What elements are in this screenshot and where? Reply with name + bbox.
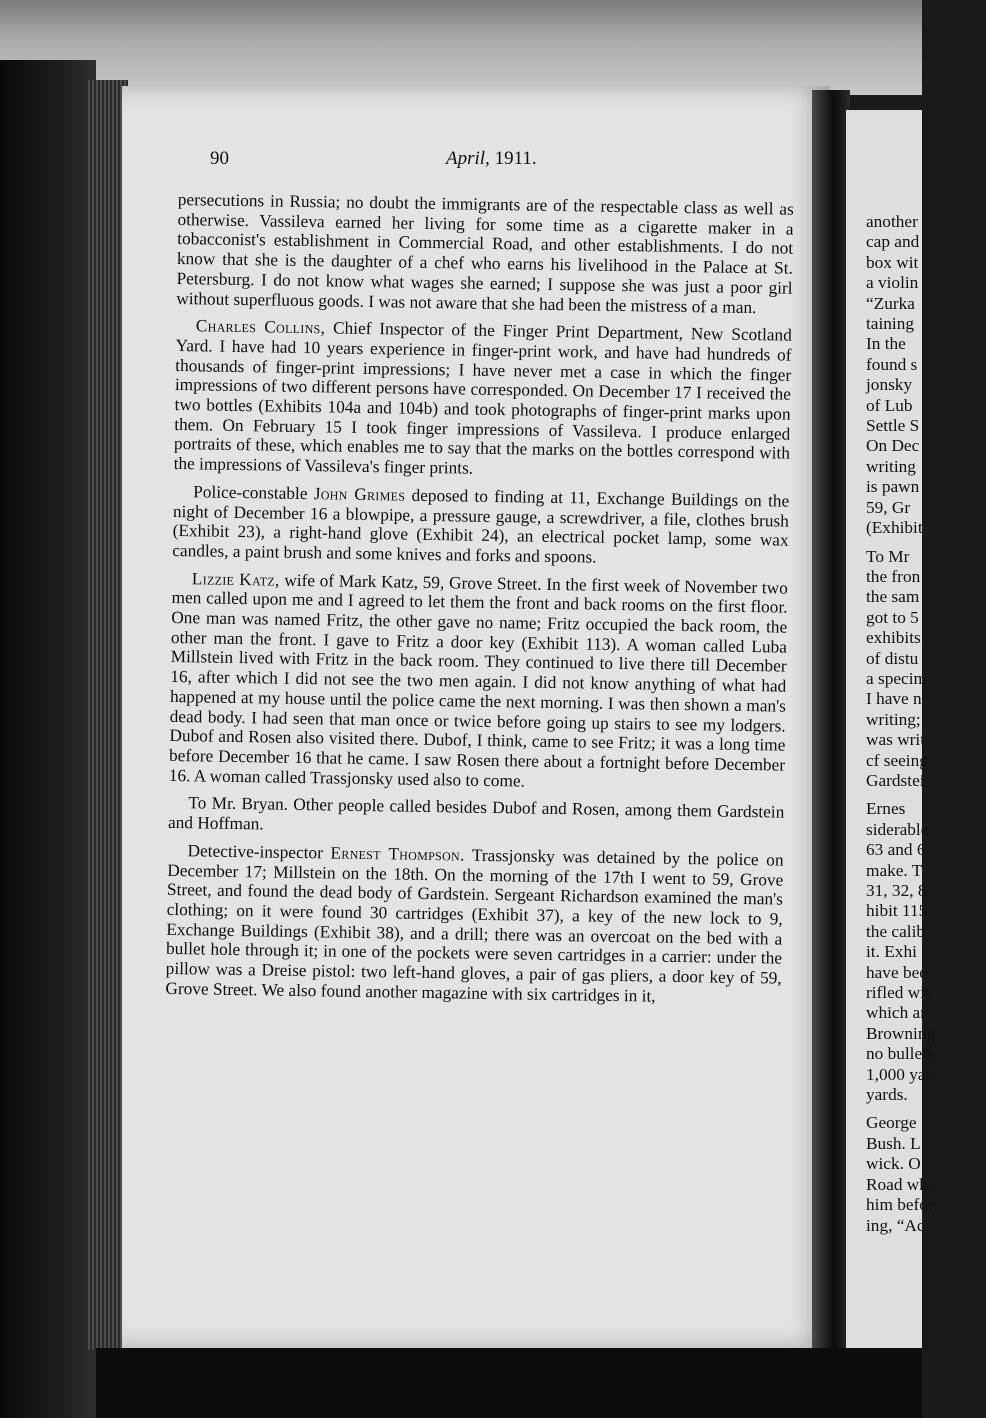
right-page-line: cap and xyxy=(866,232,920,252)
right-page-line: siderable xyxy=(866,819,929,839)
right-page-line: is pawn xyxy=(866,477,920,497)
right-page-line: was writ xyxy=(866,730,926,750)
page-header xyxy=(210,148,810,178)
right-page-line: (Exhibit xyxy=(866,518,923,538)
page-number: 90 xyxy=(210,148,229,169)
right-page-line: Ernes xyxy=(866,799,906,819)
right-page-line: 59, Gr xyxy=(866,497,911,517)
right-page-line: which ar xyxy=(866,1003,926,1023)
right-page-text-fragments xyxy=(866,212,986,1236)
right-page-line: 31, 32, 8 xyxy=(866,881,927,900)
running-title-year: 1911. xyxy=(494,148,537,169)
right-page-line: exhibits xyxy=(866,628,921,648)
right-page-line: ing, “Ac xyxy=(866,1215,925,1235)
scan-background-top xyxy=(0,0,922,95)
right-page-line: the sam xyxy=(866,587,920,607)
right-page-line: Gardstei xyxy=(866,770,925,790)
right-page-line: have bee xyxy=(866,962,927,982)
right-page-line: 1,000 yar xyxy=(866,1064,932,1084)
right-page-line: Browning xyxy=(866,1023,936,1043)
right-page-line: the fron xyxy=(866,566,921,586)
right-page-line: hibit 115 xyxy=(866,901,928,921)
body-text xyxy=(165,190,794,1016)
book-gutter xyxy=(812,90,850,1370)
paragraph: Police-constable John Grimes deposed to finding at 11, Exchange Buildings on the night of December 16 a blowpipe, a pressure gauge, a screwdriver, a file, clothes brush (Exhibit 23), a right-hand glove (Exhibit 24), an electrical pocket lamp, some wax candles, a paint brush and some knives and forks and spoons. xyxy=(172,482,790,567)
right-page-line: make. T xyxy=(866,860,923,880)
right-page-line: another xyxy=(866,212,918,231)
running-title-month: April, xyxy=(446,148,490,169)
right-page-line: got to 5 xyxy=(866,607,919,627)
scan-background-left xyxy=(0,60,96,1418)
right-page-line: I have n xyxy=(866,689,922,709)
witness-name: John Grimes xyxy=(313,484,406,505)
right-page-line: him befor xyxy=(866,1195,934,1215)
right-page-line: Road whe xyxy=(866,1174,936,1194)
right-page-line: writing xyxy=(866,456,916,476)
right-page-line: it. Exhi xyxy=(866,942,917,962)
right-page-line: “Zurka xyxy=(866,293,915,313)
right-page-line: yards. xyxy=(866,1085,908,1105)
right-page-line: jonsky xyxy=(866,375,913,395)
right-page-line: wick. O xyxy=(866,1154,921,1174)
paragraph: Charles Collins, Chief Inspector of the Finger Print Department, New Scotland Yard. I have had 10 years experience in finger-print work, and have had hundreds of thousands of finger-print impressions; I have never met a case in which the finger impressions of two different persons have corresponded. On December 17 I received the two bottles (Exhibits 104a and 104b) and took photographs of finger-print marks upon them. On February 15 I took finger impressions of Vassileva. I produce enlarged portraits of these, which enables me to say that the marks on the bottles correspond with the impressions of Vassileva's finger prints. xyxy=(173,316,792,478)
right-page-line: cf seeing xyxy=(866,750,928,770)
right-page-line: no bullets xyxy=(866,1044,934,1064)
running-title xyxy=(446,148,537,170)
right-page-line: box wit xyxy=(866,252,919,272)
right-page-line: On Dec xyxy=(866,436,920,456)
paragraph: To Mr. Bryan. Other people called besides Dubof and Rosen, among them Gardstein and Hoffman. xyxy=(167,793,785,834)
right-page-line: a violin xyxy=(866,273,919,293)
right-page-line: writing; xyxy=(866,709,921,729)
witness-name: Ernest Thompson. xyxy=(330,843,465,865)
paragraph: Detective-inspector Ernest Thompson. Trassjonsky was detained by the police on December 17; Millstein on the 18th. On the morning of the 17th I went to 59, Grove Street, and found the dead body of Gardstein. Sergeant Richardson examined the man's clothing; on it were found 30 cartridges (Exhibit 37), a key of the new lock to 9, Exchange Buildings (Exhibit 38), and a drill; there was an overcoat on the bed with a bullet hole through it; in one of the pockets were seven cartridges in a carrier: under the pillow was a Dreise pistol: two left-hand gloves, a pair of gas pliers, a door key of 59, Grove Street. We also found another magazine with six cartridges in it, xyxy=(165,841,784,1006)
right-page-line: of distu xyxy=(866,648,919,668)
witness-name: Charles Collins, xyxy=(195,316,326,338)
paragraph: Lizzie Katz, wife of Mark Katz, 59, Grove Street. In the first week of November two men called upon me and I agreed to let them the front and back rooms on the first floor. One man was named Fritz, the other gave no name; Fritz occupied the back room, the other man the front. I gave to Fritz a door key (Exhibit 113). A woman called Luba Millstein lived with Fritz in the back room. They continued to live there till December 16, after which I did not see the two men again. I did not know anything of what had happened at my house until the police came the next morning. I was then shown a man's dead body. I had seen that man once or twice before going up stairs to see my lodgers. Dubof and Rosen also visited there. Dubof, I think, came to see Fritz; it was a long time before December 16 that he came. I saw Rosen there about a fortnight before December 16. A woman called Trassjonsky used also to come. xyxy=(168,568,788,791)
right-page-line: rifled wit xyxy=(866,983,930,1003)
right-page-line: taining xyxy=(866,314,914,334)
right-page-line: In the xyxy=(866,334,906,354)
right-page-line: Bush. L xyxy=(866,1133,921,1153)
right-page-line: 63 and 6 xyxy=(866,840,926,860)
paragraph: persecutions in Russia; no doubt the immigrants are of the respectable class as well as otherwise. Vassileva earned her living for some time as a cigarette maker in a tobacconist's establishment in Commercial Road, and other establishments. I do not know that she is the daughter of a chef who earns his livelihood in the Palace at St. Petersburg. I do not know what wages she earned; I suppose she was just a poor girl without superfluous goods. I was not aware that she had been the mistress of a man. xyxy=(176,190,794,317)
right-page-line: of Lub xyxy=(866,395,913,415)
right-page-line: a specim xyxy=(866,668,927,688)
scan-background-bottom xyxy=(96,1348,922,1418)
right-page-line: To Mr xyxy=(866,546,910,566)
right-page-line: George xyxy=(866,1113,917,1133)
right-page-line: the calib xyxy=(866,921,926,941)
witness-name: Lizzie Katz, xyxy=(191,568,280,590)
right-page-line: Settle S xyxy=(866,416,920,436)
right-page-line: found s xyxy=(866,354,918,374)
